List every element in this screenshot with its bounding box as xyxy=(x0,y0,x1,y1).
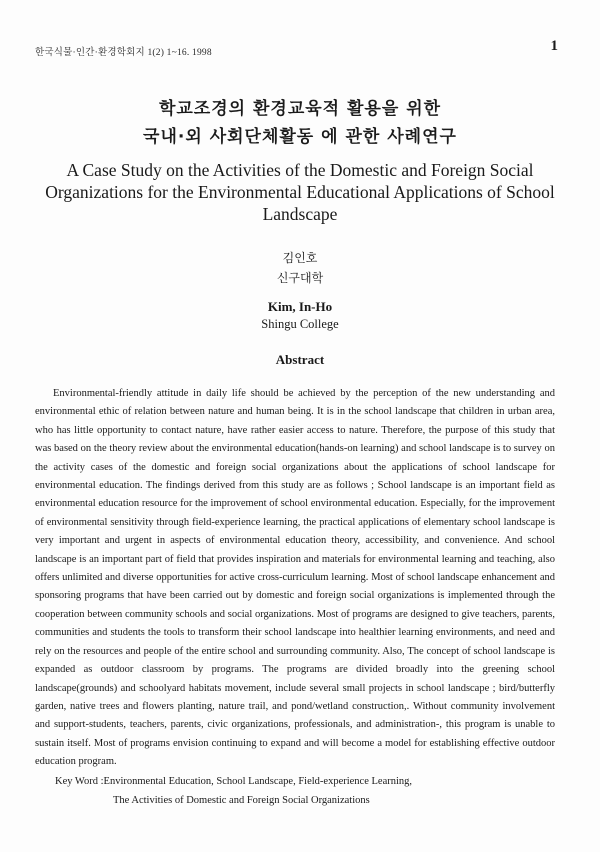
keywords-text-1: Environmental Education, School Landscape, Field-experience Learning, xyxy=(103,776,413,787)
keywords-line-1 xyxy=(55,772,412,791)
english-title: A Case Study on the Activities of the Domestic and Foreign Social Organizations for the Environmental Educational Applications of School Landscape xyxy=(45,160,555,224)
author-name-english: Kim, In-Ho xyxy=(267,299,333,314)
keywords-block xyxy=(55,772,412,810)
korean-title-line-1: 학교조경의 환경교육적 활용을 위한 xyxy=(158,99,442,119)
keywords-line-2: The Activities of Domestic and Foreign Social Organizations xyxy=(113,795,370,806)
korean-title-line-2: 국내·외 사회단체활동 에 관한 사례연구 xyxy=(143,127,457,147)
keywords-label: Key Word : xyxy=(55,776,104,787)
affiliation-english: Shingu College xyxy=(261,317,339,331)
author-name-korean: 김인호 xyxy=(282,251,318,265)
affiliation-korean: 신구대학 xyxy=(276,271,324,285)
page-number: 1 xyxy=(550,38,558,54)
abstract-body: Environmental-friendly attitude in daily life should be achieved by the perception of the new understanding and environmental ethic of relation between nature and human being. It is in the school landscape that children in urban area, who has little opportunity to contact nature, have rather easier access to nature. Therefore, the purpose of this study that was based on the theory review about the environmental education(hands-on learning) and school landscape is to survey on the activity cases of the domestic and foreign social organizations about the applications of school landscape for environmental education. The findings derived from this study are as follows ; School landscape is an important field as environmental education resource for the improvement of school environmental education. Especially, for the improvement of environmental sensitivity through field-experience learning, the practical applications of elementary school landscape is very important and urgent in aspects of environmental education theory, accessibility, and convenience. And school landscape is an important part of field that provides inspiration and materials for environmental learning and teaching, also offers unlimited and diverse opportunities for active cross-curriculum learning. Most of school landscape enhancement and sponsoring programs that have been carried out by domestic and foreign social organizations is implemented through the cooperation between community schools and social organizations. Most of programs are designed to give teachers, parents, communities and students the tools to transform their school landscape into healthier learning environments, and need and rely on the resources and people of the entire school and surrounding community. Also, The concept of school landscape is expanded as outdoor classroom by programs. The programs are divided broadly into the greening school landscape(grounds) and schoolyard habitats movement, include several small projects in school landscape ; bird/butterfly garden, native trees and flowers planting, nature trail, and pond/wetland construction,. Without community involvement and support-students, teachers, parents, civic organizations, professionals, and administration-, this program is unable to sustain itself. Most of programs envision continuing to expand and will become a model for establishing effective outdoor education program. xyxy=(35,388,555,768)
abstract-heading: Abstract xyxy=(275,352,325,367)
journal-reference: 한국식물·인간·환경학회지 1(2) 1~16. 1998 xyxy=(35,48,212,58)
